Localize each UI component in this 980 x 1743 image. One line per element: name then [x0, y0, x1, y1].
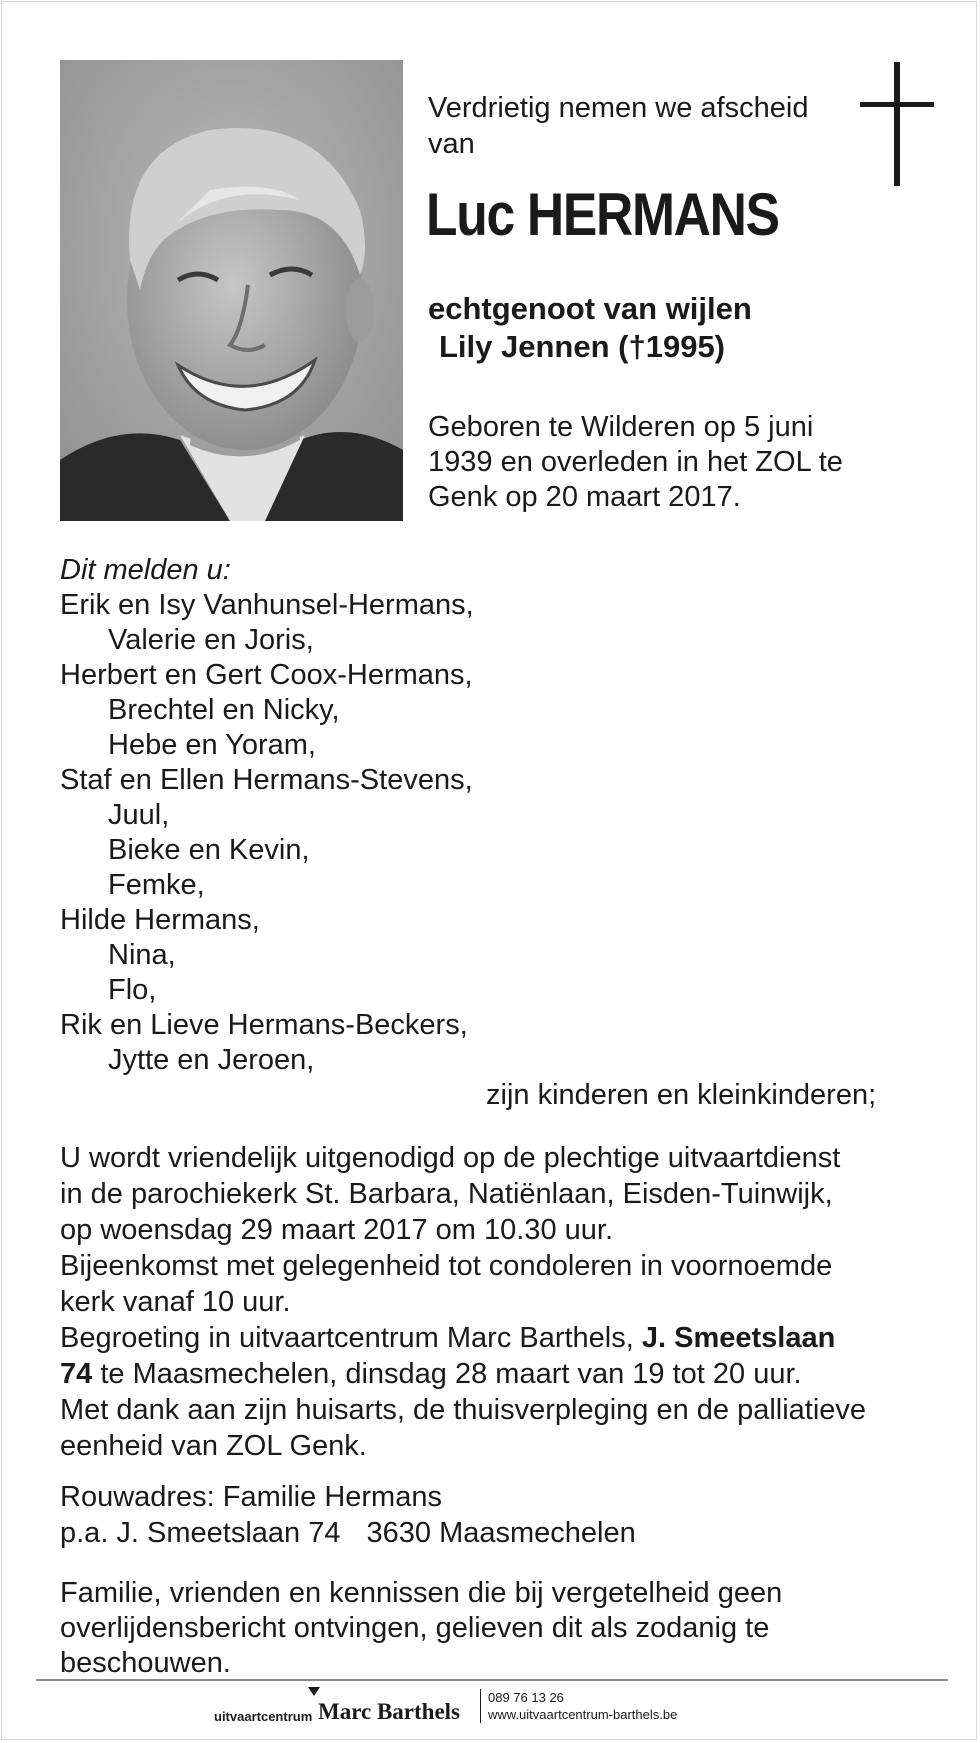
service-line: kerk vanaf 10 uur. — [60, 1286, 291, 1318]
service-line: U wordt vriendelijk uitgenodigd op de plechtige uitvaartdienst — [60, 1142, 841, 1174]
family-line: Hebe en Yoram, — [108, 729, 316, 761]
family-line: Bieke en Kevin, — [108, 834, 310, 866]
spouse-line-2: Lily Jennen (†1995) — [439, 329, 726, 364]
thanks-line: eenheid van ZOL Genk. — [60, 1430, 367, 1462]
spouse-info — [428, 290, 908, 366]
address-line-2 — [60, 1515, 940, 1551]
family-line: Valerie en Joris, — [108, 624, 314, 656]
footer-separator — [480, 1689, 481, 1723]
cross-icon — [860, 62, 935, 188]
spouse-line-1: echtgenoot van wijlen — [428, 291, 752, 326]
family-line: Rik en Lieve Hermans-Beckers, — [60, 1009, 468, 1041]
service-line: in de parochiekerk St. Barbara, Natiënlaan, Eisden-Tuinwijk, — [60, 1178, 833, 1210]
mourning-address — [60, 1479, 940, 1551]
footer-divider — [36, 1679, 948, 1681]
family-line: Juul, — [108, 799, 170, 831]
logo-triangle-icon — [308, 1687, 320, 1696]
footer-phone: 089 76 13 26 — [488, 1690, 564, 1705]
family-line: Flo, — [108, 974, 157, 1006]
footer-prefix: uitvaartcentrum — [214, 1709, 313, 1724]
family-line: Herbert en Gert Coox-Hermans, — [60, 659, 473, 691]
family-line: Jytte en Jeroen, — [108, 1044, 315, 1076]
service-line: Bijeenkomst met gelegenheid tot condoleren in voornoemde — [60, 1250, 833, 1282]
family-line: Brechtel en Nicky, — [108, 694, 340, 726]
family-line: Nina, — [108, 939, 176, 971]
funeral-service-info — [60, 1140, 940, 1464]
family-line: Femke, — [108, 869, 205, 901]
obituary-card — [1, 1, 977, 1740]
greeting-address-bold: J. Smeetslaan — [641, 1322, 836, 1354]
greeting-post: te Maasmechelen, dinsdag 28 maart van 19 tot 20 uur. — [92, 1358, 802, 1390]
family-line: Erik en Isy Vanhunsel-Hermans, — [60, 589, 474, 621]
family-header: Dit melden u: — [60, 554, 231, 586]
family-closing: zijn kinderen en kleinkinderen; — [486, 1079, 877, 1111]
intro-text: Verdrietig nemen we afscheid van — [428, 92, 809, 160]
greeting-text-cont — [60, 1356, 940, 1392]
portrait-photo — [60, 60, 403, 521]
funeral-home-footer — [214, 1686, 774, 1734]
notice-text: Familie, vrienden en kennissen die bij vergetelheid geen overlijdensbericht ontvingen, gelieven dit als zodanig te beschouwen. — [60, 1577, 783, 1679]
service-line: op woensdag 29 maart 2017 om 10.30 uur. — [60, 1214, 613, 1246]
deceased-name: Luc HERMANS — [426, 181, 779, 248]
address-city: 3630 Maasmechelen — [366, 1517, 636, 1549]
footer-contact — [488, 1689, 677, 1723]
greeting-pre: Begroeting in uitvaartcentrum Marc Barthels, — [60, 1322, 642, 1354]
family-line: Hilde Hermans, — [60, 904, 260, 936]
greeting-number-bold: 74 — [60, 1358, 93, 1390]
thanks-line: Met dank aan zijn huisarts, de thuisverpleging en de palliatieve — [60, 1394, 867, 1426]
footer-website[interactable]: www.uitvaartcentrum-barthels.be — [488, 1707, 678, 1722]
birth-death-text: Geboren te Wilderen op 5 juni 1939 en overleden in het ZOL te Genk op 20 maart 2017. — [428, 411, 843, 513]
address-line-1: Rouwadres: Familie Hermans — [60, 1481, 442, 1513]
greeting-text — [60, 1320, 940, 1356]
family-list — [60, 553, 940, 1113]
family-line: Staf en Ellen Hermans-Stevens, — [60, 764, 473, 796]
address-street: p.a. J. Smeetslaan 74 — [60, 1517, 341, 1549]
footer-brand: Marc Barthels — [318, 1699, 461, 1724]
